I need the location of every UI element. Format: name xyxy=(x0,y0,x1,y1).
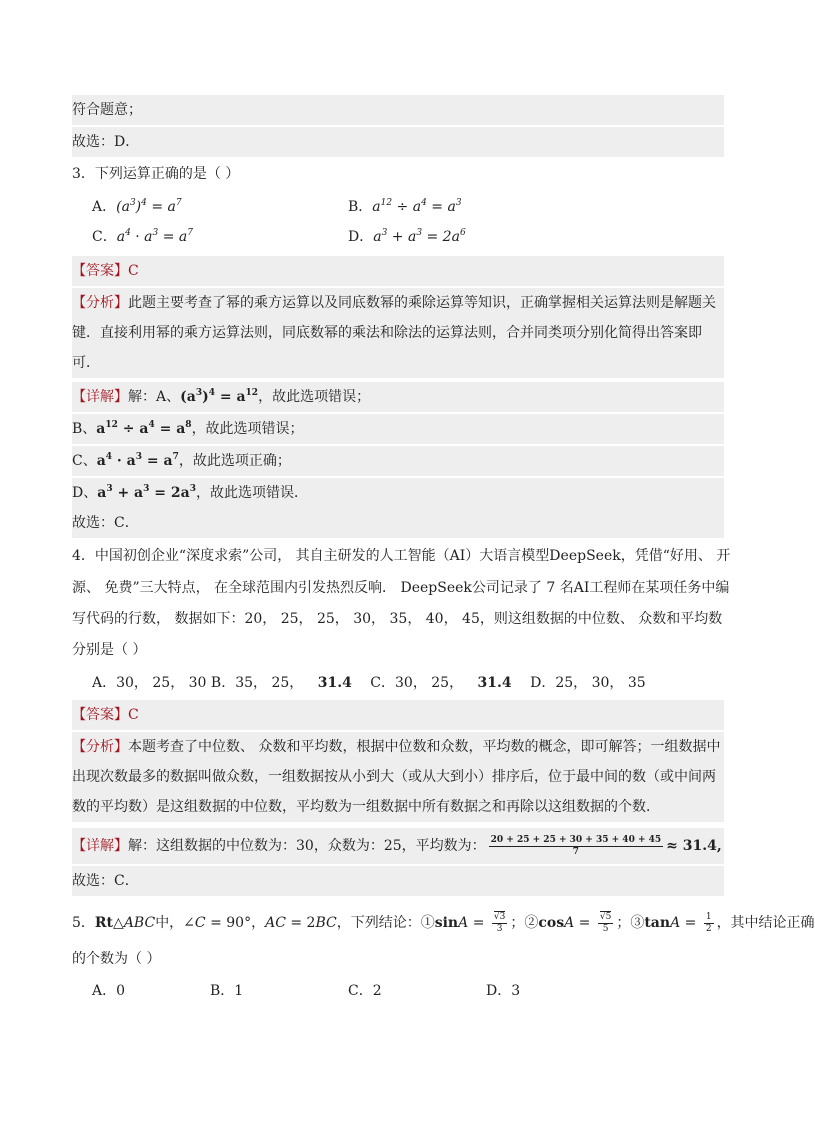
q4-option-d: D．25， 30， 35 xyxy=(530,675,646,691)
q4-conclusion: 故选：C． xyxy=(72,866,724,896)
q5-option-b: B．1 xyxy=(210,983,244,999)
q4-option-a-b: A．30， 25， 30 B．35， 25， xyxy=(92,675,304,691)
q5-option-d: D．3 xyxy=(486,983,521,999)
q4-answer: 【答案】C xyxy=(72,700,724,730)
q3-stem xyxy=(72,159,724,189)
prev-line-2 xyxy=(72,127,724,157)
q4-stem-4: 分别是（ ） xyxy=(72,642,147,658)
q3-answer xyxy=(72,256,724,286)
q3-analysis-1: 【分析】此题主要考查了幂的乘方运算以及同底数幂的乘除运算等知识，正确掌握相关运算法则是解题关 xyxy=(72,288,724,318)
q3-option-c: C．$a^4 \cdot a^3 = a^7$ xyxy=(92,228,193,245)
prev-line-1 xyxy=(72,95,724,125)
q4-answer-value: C xyxy=(128,707,139,723)
prev-text-2: 故选：D． xyxy=(72,134,140,150)
q3-detail-2: B、$a^{12} \div a^4 = a^8$，故此选项错误； xyxy=(72,414,724,444)
q5-stem-1: 5．Rt△ABC中，∠C = 90°，AC = 2BC，下列结论：①sinA = $\frac{√3}{3}$ ；②cosA = $\frac{√5}{5}$ ；③tanA = $\frac{1}{2}$ ，其中结论正确 xyxy=(72,911,815,934)
answer-tag: 【答案】 xyxy=(72,263,128,279)
q4-options xyxy=(72,668,724,698)
q3-analysis-2: 键．直接利用幂的乘方运算法则，同底数幂的乘法和除法的运算法则，合并同类项分别化简得出答案即 xyxy=(72,318,724,348)
q3-detail-1: 【详解】解：A、$(a^3)^4 = a^{12}$，故此选项错误； xyxy=(72,382,724,412)
q3-conclusion: 故选：C． xyxy=(72,508,724,538)
q4-mean-fraction: $\frac{20 + 25 + 25 + 30 + 35 + 40 + 45}{7}$ xyxy=(490,834,662,857)
detail-tag: 【详解】 xyxy=(72,389,128,405)
q3-stem-text: 3．下列运算正确的是（ ） xyxy=(72,166,240,182)
analysis-tag: 【分析】 xyxy=(72,295,128,311)
q3-detail-4: D、$a^3 + a^3 = 2a^3$，故此选项错误． xyxy=(72,478,724,508)
q4-option-c-value: 31.4 xyxy=(477,675,512,691)
q4-analysis-1: 【分析】本题考查了中位数、 众数和平均数，根据中位数和众数，平均数的概念，即可解答；一组数据中 xyxy=(72,732,724,762)
q4-analysis-3: 数的平均数）是这组数据的中位数，平均数为一组数据中所有数据之和再除以这组数据的个数． xyxy=(72,792,724,822)
q4-stem-1: 4．中国初创企业“深度求索”公司， 其自主研发的人工智能（AI）大语言模型DeepSeek，凭借“好用、 开 xyxy=(72,548,731,564)
q3-answer-value: C xyxy=(128,263,139,279)
q4-detail: 【详解】解：这组数据的中位数为：30，众数为：25，平均数为： $\frac{20 + 25 + 25 + 30 + 35 + 40 + 45}{7}$ ≈ 31.4, xyxy=(72,828,724,864)
q3-option-d: D．$a^3 + a^3 = 2a^6$ xyxy=(348,228,466,245)
q3-option-b: B．$a^{12} \div a^4 = a^3$ xyxy=(348,198,462,215)
prev-text-1: 符合题意； xyxy=(72,102,142,118)
q4-option-c: C．30， 25， xyxy=(370,675,464,691)
q5-option-c: C．2 xyxy=(348,983,382,999)
q4-stem-2: 源、 免费”三大特点， 在全球范围内引发热烈反响． DeepSeek公司记录了 7 名AI工程师在某项任务中编 xyxy=(72,580,730,596)
q4-option-b-value: 31.4 xyxy=(317,675,352,691)
q5-options xyxy=(72,976,724,1006)
q3-detail-3: C、$a^4 \cdot a^3 = a^7$，故此选项正确； xyxy=(72,446,724,476)
q4-stem-3: 写代码的行数， 数据如下：20， 25， 25， 30， 35， 40， 45，则这组数据的中位数、 众数和平均数 xyxy=(72,611,723,627)
q3-analysis-3: 可． xyxy=(72,348,724,378)
q4-analysis-2: 出现次数最多的数据叫做众数，一组数据按从小到大（或从大到小）排序后，位于最中间的数（或中间两 xyxy=(72,762,724,792)
q3-option-a: A．$(a^3)^4 = a^7$ xyxy=(92,198,182,215)
q5-stem-2: 的个数为（ ） xyxy=(72,951,161,967)
q3-options-row-2 xyxy=(72,222,724,252)
q5-option-a: A．0 xyxy=(92,983,126,999)
q3-options-row-1 xyxy=(72,192,724,222)
